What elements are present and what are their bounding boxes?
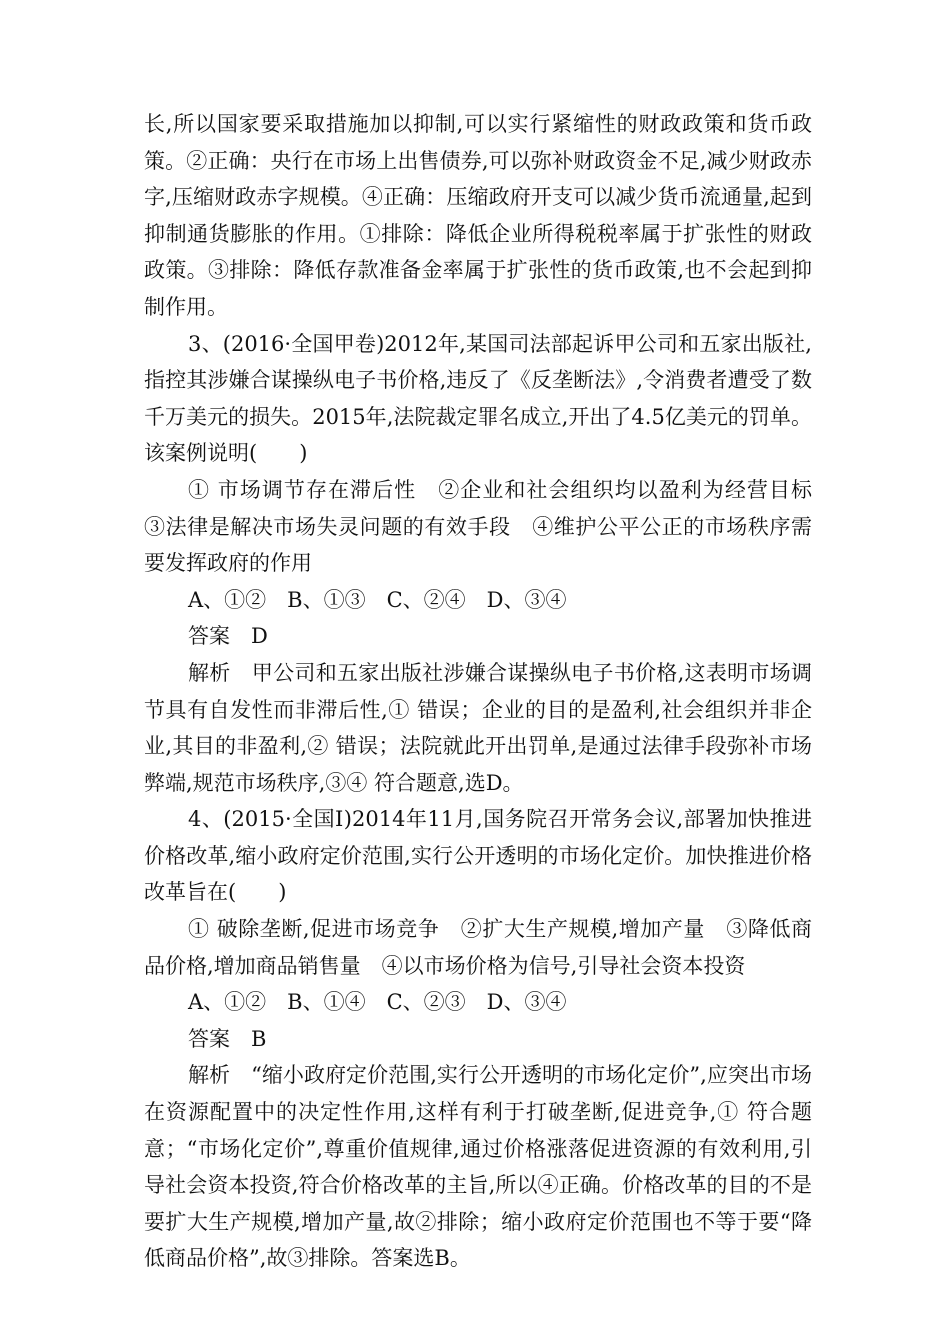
question-4-explanation: 解析 “缩小政府定价范围,实行公开透明的市场化定价”,应突出市场在资源配置中的决定性作用,这样有利于打破垄断,促进竞争,① 符合题意；“市场化定价”,尊重价值规律,通过价格涨落促进资源的有效利用,引导社会资本投资,符合价格改革的主旨,所以④正确。价格改革的目的不是要扩大生产规模,增加产量,故②排除；缩小政府定价范围也不等于要“降低商品价格”,故③排除。答案选B。 (144, 1063, 812, 1271)
document-body (144, 106, 833, 1277)
question-4-options: A、①② B、①④ C、②③ D、③④ (188, 990, 567, 1015)
question-4-answer: 答案 B (188, 1026, 267, 1051)
question-3-options: A、①② B、①③ C、②④ D、③④ (188, 587, 567, 612)
question-4-statements: ① 破除垄断,促进市场竞争 ②扩大生产规模,增加产量 ③降低商品价格,增加商品销售量 ④以市场价格为信号,引导社会资本投资 (144, 917, 812, 978)
question-3-answer: 答案 D (188, 624, 268, 649)
question-3-statements: ① 市场调节存在滞后性 ②企业和社会组织均以盈利为经营目标 ③法律是解决市场失灵问题的有效手段 ④维护公平公正的市场秩序需要发挥政府的作用 (144, 477, 833, 576)
paragraph-previous-explanation-continued: 长,所以国家要采取措施加以抑制,可以实行紧缩性的财政政策和货币政策。②正确：央行在市场上出售债券,可以弥补财政资金不足,减少财政赤字,压缩财政赤字规模。④正确：压缩政府开支可以减少货币流通量,起到抑制通货膨胀的作用。①排除：降低企业所得税税率属于扩张性的财政政策。③排除：降低存款准备金率属于扩张性的货币政策,也不会起到抑制作用。 (144, 112, 812, 319)
question-4-stem: 4、(2015·全国Ⅰ)2014年11月,国务院召开常务会议,部署加快推进价格改革,缩小政府定价范围,实行公开透明的市场化定价。加快推进价格改革旨在( ) (144, 807, 812, 905)
question-3-stem: 3、(2016·全国甲卷)2012年,某国司法部起诉甲公司和五家出版社,指控其涉嫌合谋操纵电子书价格,违反了《反垄断法》,令消费者遭受了数千万美元的损失。2015年,法院裁定罪名成立,开出了4.5亿美元的罚单。该案例说明( ) (144, 331, 812, 466)
question-3-explanation: 解析 甲公司和五家出版社涉嫌合谋操纵电子书价格,这表明市场调节具有自发性而非滞后性,① 错误；企业的目的是盈利,社会组织并非企业,其目的非盈利,② 错误；法院就此开出罚单,是通过法律手段弥补市场弊端,规范市场秩序,③④ 符合题意,选D。 (144, 660, 812, 795)
